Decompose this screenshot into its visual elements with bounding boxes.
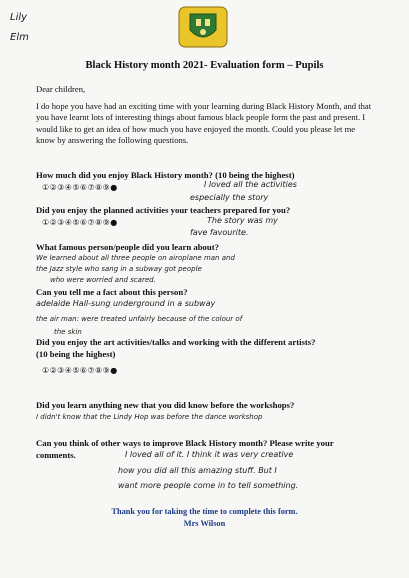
- rating-option-4[interactable]: ④: [64, 366, 73, 375]
- rating-option-6[interactable]: ⑥: [79, 218, 88, 227]
- question-art-activities-scale-note: (10 being the highest): [36, 349, 116, 359]
- answer-q6-line1: I didn't know that the Lindy Hop was before the dance workshop: [36, 413, 263, 421]
- rating-option-5[interactable]: ⑤: [72, 366, 80, 375]
- rating-option-3[interactable]: ③: [57, 183, 65, 192]
- question-famous-people: What famous person/people did you learn about?: [36, 242, 219, 252]
- rating-option-2[interactable]: ②: [49, 366, 58, 375]
- answer-q4-line2: the air man: were treated unfairly because of the colour of: [36, 315, 243, 323]
- footer-signature: Mrs Wilson: [183, 519, 226, 528]
- question-planned-activities: Did you enjoy the planned activities your teachers prepared for you?: [36, 205, 291, 215]
- rating-option-10[interactable]: ●: [110, 218, 118, 227]
- rating-option-9[interactable]: ⑨: [102, 366, 111, 375]
- rating-option-9[interactable]: ⑨: [102, 183, 111, 192]
- rating-option-1[interactable]: ①: [42, 183, 50, 192]
- rating-scale-digits: [42, 183, 118, 192]
- rating-option-8[interactable]: ⑧: [95, 218, 103, 227]
- answer-q2-line1: The story was my: [207, 216, 278, 225]
- question-fact-person: Can you tell me a fact about this person?: [36, 287, 188, 297]
- rating-option-4[interactable]: ④: [64, 183, 73, 192]
- school-crest-logo: [178, 6, 228, 48]
- answer-q3-line3: who were worried and scared.: [50, 276, 156, 284]
- rating-option-7[interactable]: ⑦: [87, 366, 96, 375]
- handwritten-name-first: Lily: [10, 12, 28, 23]
- footer-thank-you: Thank you for taking the time to complete this form.: [111, 507, 298, 516]
- form-title: Black History month 2021- Evaluation form – Pupils: [85, 60, 324, 71]
- question-improve-month: Can you think of other ways to improve Black History month? Please write your: [36, 438, 334, 448]
- question-enjoy-month: How much did you enjoy Black History month? (10 being the highest): [36, 170, 295, 180]
- rating-option-1[interactable]: ①: [42, 366, 50, 375]
- answer-q7-line2: how you did all this amazing stuff. But I: [118, 466, 277, 475]
- rating-option-10[interactable]: ●: [110, 183, 118, 192]
- answer-q3-line1: We learned about all three people on airoplane man and: [36, 254, 235, 262]
- question-improve-month-comments: comments.: [36, 450, 76, 460]
- answer-q1-line1: I loved all the activities: [204, 180, 297, 189]
- rating-option-6[interactable]: ⑥: [79, 366, 88, 375]
- answer-q7-line1: I loved all of it. I think it was very creative: [125, 450, 294, 459]
- rating-scale-q2[interactable]: [42, 218, 118, 227]
- rating-option-9[interactable]: ⑨: [102, 218, 111, 227]
- rating-scale-digits-q2: [42, 218, 118, 227]
- rating-option-5[interactable]: ⑤: [72, 183, 80, 192]
- answer-q3-line2: the Jazz style who sang in a subway got people: [36, 265, 202, 273]
- answer-q4-line3: the skin: [54, 328, 82, 336]
- rating-option-6[interactable]: ⑥: [79, 183, 88, 192]
- rating-scale-digits-q5: [42, 366, 118, 375]
- answer-q7-line3: want more people come in to tell something.: [118, 481, 299, 490]
- rating-option-2[interactable]: ②: [49, 218, 58, 227]
- rating-option-8[interactable]: ⑧: [95, 183, 103, 192]
- rating-option-3[interactable]: ③: [57, 218, 65, 227]
- rating-option-10[interactable]: ●: [110, 366, 118, 375]
- rating-option-5[interactable]: ⑤: [72, 218, 80, 227]
- answer-q2-line2: fave favourite.: [190, 228, 249, 237]
- question-art-activities: Did you enjoy the art activities/talks and working with the different artists?: [36, 337, 316, 347]
- rating-scale-q1[interactable]: [42, 183, 118, 192]
- rating-option-3[interactable]: ③: [57, 366, 65, 375]
- answer-q4-line1: adelaide Hall-sung underground in a subway: [36, 299, 216, 308]
- answer-q1-line2: especially the story: [190, 193, 269, 202]
- rating-scale-q5[interactable]: [42, 366, 118, 375]
- rating-option-1[interactable]: ①: [42, 218, 50, 227]
- question-learn-new: Did you learn anything new that you did know before the workshops?: [36, 400, 295, 410]
- rating-option-8[interactable]: ⑧: [95, 366, 103, 375]
- rating-option-7[interactable]: ⑦: [87, 218, 96, 227]
- handwritten-name-second: Elm: [10, 32, 29, 43]
- rating-option-7[interactable]: ⑦: [87, 183, 96, 192]
- intro-paragraph: I do hope you have had an exciting time with your learning during Black History Month, and that you have learnt lots of interesting things about famous black people form the past and present. I would like to get an idea of how much you have enjoyed the month. Could you please let me know by answering the following questions.: [36, 101, 372, 145]
- greeting: Dear children,: [36, 84, 86, 94]
- rating-option-4[interactable]: ④: [64, 218, 73, 227]
- rating-option-2[interactable]: ②: [49, 183, 58, 192]
